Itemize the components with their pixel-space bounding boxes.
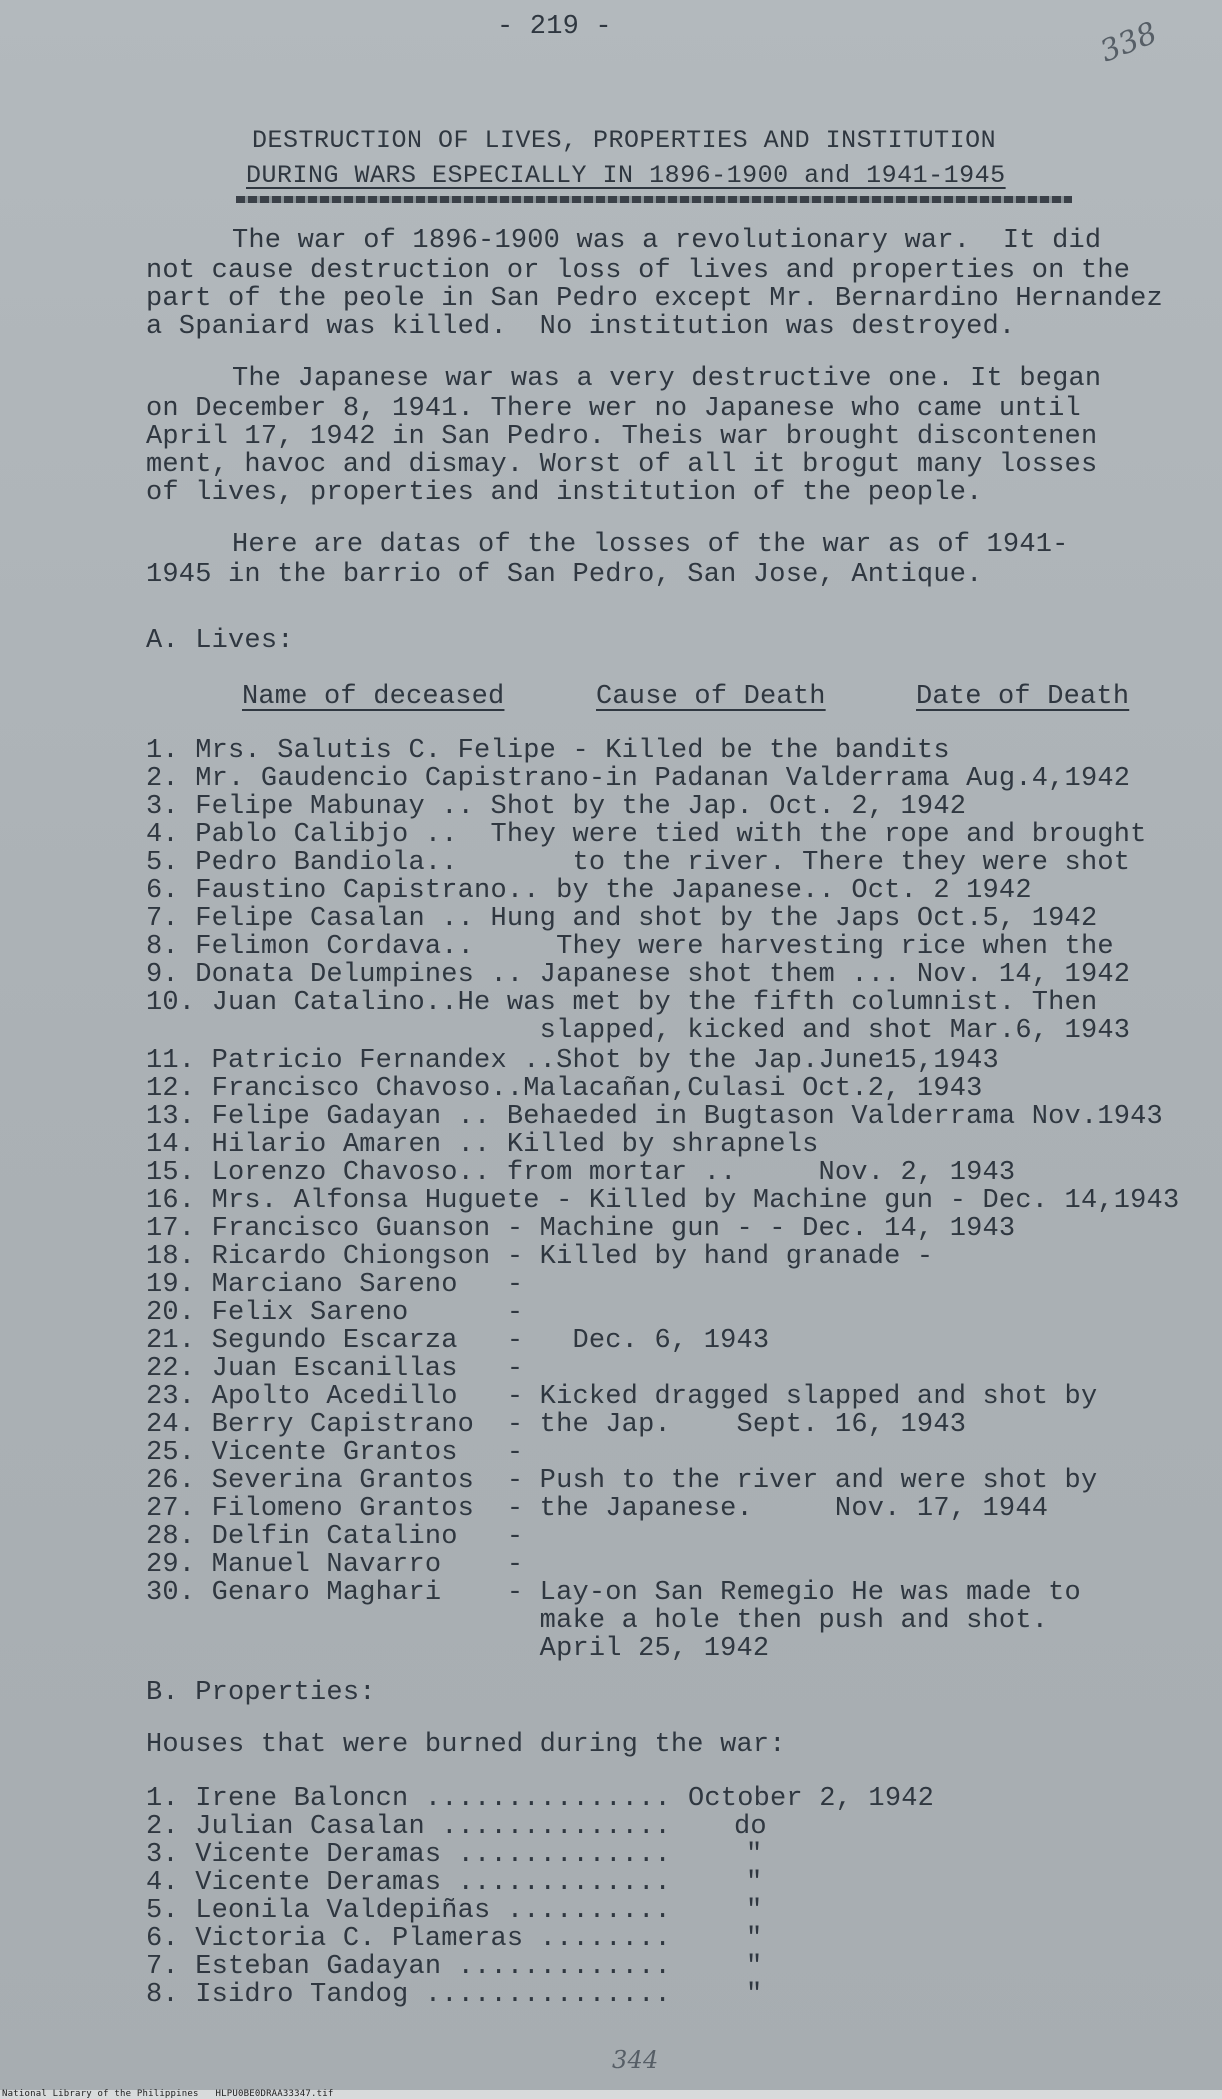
list-item: 3. Felipe Mabunay .. Shot by the Jap. Oct. 2, 1942 — [146, 792, 967, 822]
house-name: 4. Vicente Deramas ............. — [146, 1868, 671, 1898]
para1-line: not cause destruction or loss of lives and properties on the — [146, 256, 1131, 286]
list-item: 25. Vicente Grantos - — [146, 1438, 524, 1468]
house-date: " — [746, 1896, 763, 1926]
handwritten-page-number: 338 — [1095, 15, 1163, 70]
para2-line: ment, havoc and dismay. Worst of all it brogut many losses — [146, 450, 1098, 480]
list-item: 19. Marciano Sareno - — [146, 1270, 524, 1300]
list-item: slapped, kicked and shot Mar.6, 1943 — [146, 1016, 1131, 1046]
title-rule — [236, 196, 1072, 203]
para3-line: 1945 in the barrio of San Pedro, San Jose, Antique. — [146, 560, 983, 590]
list-item: 2. Mr. Gaudencio Capistrano-in Padanan Valderrama Aug.4,1942 — [146, 764, 1131, 794]
para3-line: Here are datas of the losses of the war as of 1941- — [232, 530, 1069, 560]
list-item: 9. Donata Delumpines .. Japanese shot them ... Nov. 14, 1942 — [146, 960, 1131, 990]
list-item: 1. Mrs. Salutis C. Felipe - Killed be the bandits — [146, 736, 950, 766]
list-item: 21. Segundo Escarza - Dec. 6, 1943 — [146, 1326, 770, 1356]
column-header-cause: Cause of Death — [596, 682, 826, 712]
para2-line: April 17, 1942 in San Pedro. Theis war brought discontenen — [146, 422, 1098, 452]
para2-line: The Japanese war was a very destructive one. It began — [232, 364, 1102, 394]
title-line-1: DESTRUCTION OF LIVES, PROPERTIES AND INSTITUTION — [252, 126, 997, 155]
list-item: 12. Francisco Chavoso..Malacañan,Culasi Oct.2, 1943 — [146, 1074, 983, 1104]
house-date: do — [734, 1812, 767, 1842]
house-name: 2. Julian Casalan .............. — [146, 1812, 671, 1842]
house-date: " — [746, 1924, 763, 1954]
column-header-date: Date of Death — [916, 682, 1130, 712]
list-item: 7. Felipe Casalan .. Hung and shot by the Japs Oct.5, 1942 — [146, 904, 1098, 934]
list-item: 6. Faustino Capistrano.. by the Japanese.. Oct. 2 1942 — [146, 876, 1032, 906]
house-date: " — [746, 1840, 763, 1870]
column-header-name: Name of deceased — [242, 682, 505, 712]
house-name: 6. Victoria C. Plameras ........ — [146, 1924, 671, 1954]
section-a-heading: A. Lives: — [146, 626, 294, 656]
list-item: 15. Lorenzo Chavoso.. from mortar .. Nov. 2, 1943 — [146, 1158, 1016, 1188]
house-name: 3. Vicente Deramas ............. — [146, 1840, 671, 1870]
para1-line: a Spaniard was killed. No institution was destroyed. — [146, 312, 1016, 342]
list-item: 23. Apolto Acedillo - Kicked dragged slapped and shot by — [146, 1382, 1098, 1412]
list-item: 10. Juan Catalino..He was met by the fifth columnist. Then — [146, 988, 1098, 1018]
section-b-heading: B. Properties: — [146, 1678, 376, 1708]
para2-line: on December 8, 1941. There wer no Japanese who came until — [146, 394, 1081, 424]
list-item: 28. Delfin Catalino - — [146, 1522, 524, 1552]
list-item: 29. Manuel Navarro - — [146, 1550, 524, 1580]
para2-line: of lives, properties and institution of the people. — [146, 478, 983, 508]
house-name: 5. Leonila Valdepiñas .......... — [146, 1896, 671, 1926]
house-name: 1. Irene Baloncn ............... — [146, 1784, 671, 1814]
page-number: - 219 - — [497, 12, 612, 42]
bottom-handwritten-number: 344 — [612, 2046, 659, 2074]
list-item: 8. Felimon Cordava.. They were harvesting rice when the — [146, 932, 1114, 962]
title-line-2: DURING WARS ESPECIALLY IN 1896-1900 and 1941-1945 — [246, 161, 1006, 190]
list-item: make a hole then push and shot. — [146, 1606, 1049, 1636]
list-item: 26. Severina Grantos - Push to the river and were shot by — [146, 1466, 1098, 1496]
list-item: 17. Francisco Guanson - Machine gun - - Dec. 14, 1943 — [146, 1214, 1016, 1244]
footer-caption: National Library of the Philippines HLPU0BE0DRAA33347.tif — [2, 2089, 334, 2099]
list-item: April 25, 1942 — [146, 1634, 770, 1664]
para1-line: The war of 1896-1900 was a revolutionary war. It did — [232, 226, 1102, 256]
para1-line: part of the peole in San Pedro except Mr. Bernardino Hernandez — [146, 284, 1163, 314]
list-item: 20. Felix Sareno - — [146, 1298, 524, 1328]
list-item: 5. Pedro Bandiola.. to the river. There they were shot — [146, 848, 1131, 878]
house-date: " — [746, 1980, 763, 2010]
house-name: 7. Esteban Gadayan ............. — [146, 1952, 671, 1982]
list-item: 13. Felipe Gadayan .. Behaeded in Bugtason Valderrama Nov.1943 — [146, 1102, 1163, 1132]
house-date: " — [746, 1952, 763, 1982]
list-item: 14. Hilario Amaren .. Killed by shrapnels — [146, 1130, 819, 1160]
house-name: 8. Isidro Tandog ............... — [146, 1980, 671, 2010]
list-item: 30. Genaro Maghari - Lay-on San Remegio He was made to — [146, 1578, 1081, 1608]
list-item: 22. Juan Escanillas - — [146, 1354, 524, 1384]
list-item: 11. Patricio Fernandex ..Shot by the Jap.June15,1943 — [146, 1046, 999, 1076]
list-item: 18. Ricardo Chiongson - Killed by hand granade - — [146, 1242, 934, 1272]
list-item: 4. Pablo Calibjo .. They were tied with the rope and brought — [146, 820, 1147, 850]
house-date: October 2, 1942 — [688, 1784, 935, 1814]
houses-intro: Houses that were burned during the war: — [146, 1730, 786, 1760]
list-item: 24. Berry Capistrano - the Jap. Sept. 16, 1943 — [146, 1410, 967, 1440]
list-item: 16. Mrs. Alfonsa Huguete - Killed by Machine gun - Dec. 14,1943 — [146, 1186, 1180, 1216]
house-date: " — [746, 1868, 763, 1898]
list-item: 27. Filomeno Grantos - the Japanese. Nov. 17, 1944 — [146, 1494, 1049, 1524]
